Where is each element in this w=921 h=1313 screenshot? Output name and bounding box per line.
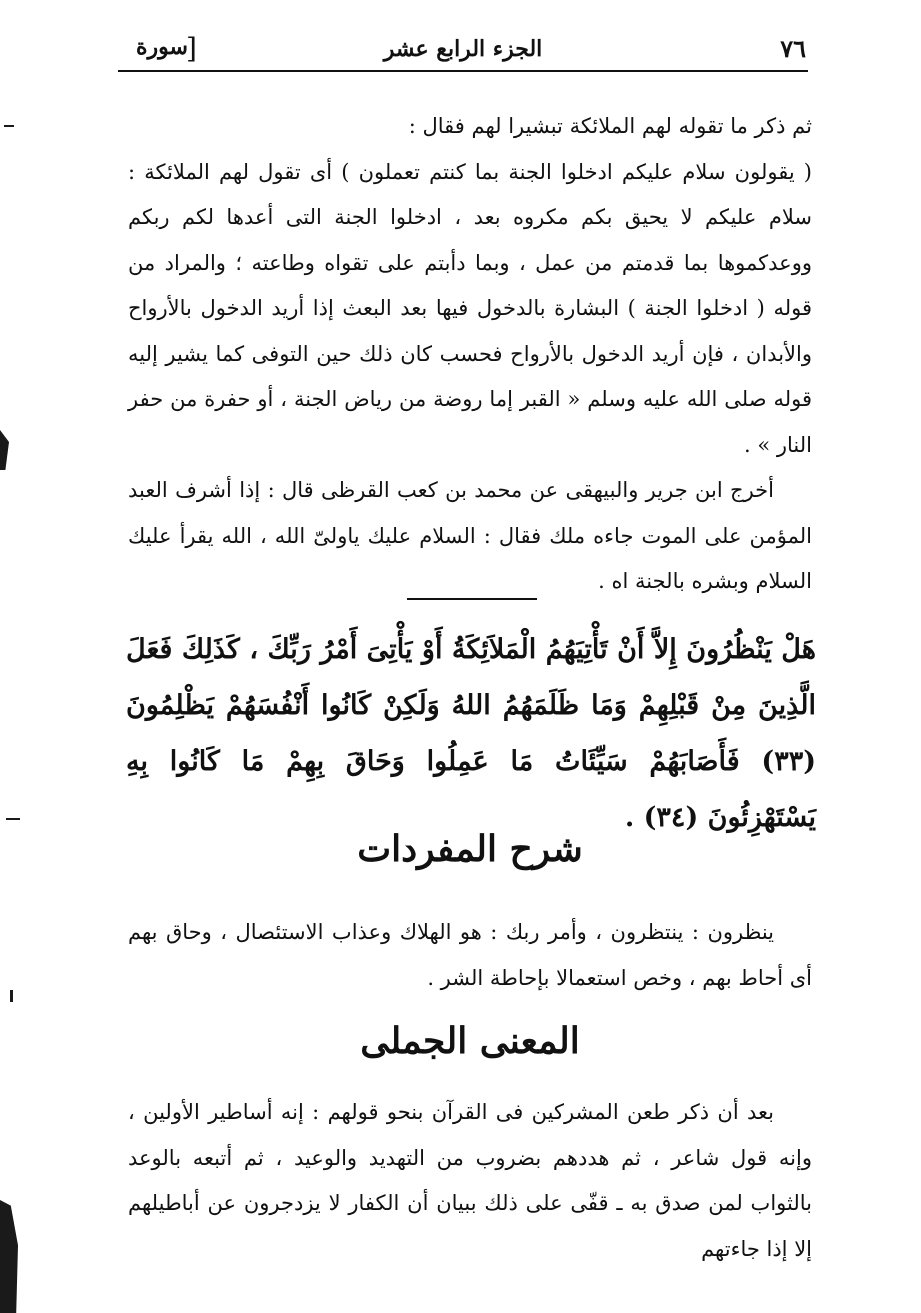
scan-edge-mark [0, 430, 9, 470]
vocab-paragraph: ينظرون : ينتظرون ، وأمر ربك : هو الهلاك وعذاب الاستئصال ، وحاق بهم أى أحاط بهم ، وخص استعمالا بإحاطة الشر . [128, 920, 812, 990]
header-bracket: [ [186, 32, 197, 65]
page-header [118, 28, 808, 72]
paragraph-explanation: ( يقولون سلام عليكم ادخلوا الجنة بما كنتم تعملون ) أى تقول لهم الملائكة : سلام عليكم لا يحيق بكم مكروه بعد ، ادخلوا الجنة التى أعدها لكم ربكم ووعدكموها بما قدمتم من عمل ، وبما دأبتم على تقواه وطاعته ؛ والمراد من قوله ( ادخلوا الجنة ) البشارة بالدخول فيها بعد البعث إذا أريد الدخول بالأرواح والأبدان ، فإن أريد الدخول بالأرواح فحسب كان ذلك حين التوفى كما يشير إليه قوله صلى الله عليه وسلم « القبر إما روضة من رياض الجنة ، أو حفرة من حفر النار » . [128, 159, 812, 457]
scan-edge-mark [4, 125, 14, 127]
paragraph-hadith: أخرج ابن جرير والبيهقى عن محمد بن كعب القرظى قال : إذا أشرف العبد المؤمن على الموت جاءه ملك فقال : السلام عليك ياولىّ الله ، الله يقرأ عليك السلام وبشره بالجنة اه . [128, 478, 812, 593]
vocab-heading: شرح المفردات [357, 828, 583, 870]
scan-edge-mark [0, 1200, 18, 1313]
section-separator [407, 598, 537, 600]
commentary-block [128, 104, 812, 605]
page-number: ٧٦ [780, 34, 806, 63]
quran-verses: هَلْ يَنْظُرُونَ إِلاَّ أَنْ تَأْتِيَهُمُ الْمَلاَئِكَةُ أَوْ يَأْتِىَ أَمْرُ رَبِّكَ ، كَذَلِكَ فَعَلَ الَّذِينَ مِنْ قَبْلِهِمْ وَمَا ظَلَمَهُمُ اللهُ وَلَكِنْ كَانُوا أَنْفُسَهُمْ يَظْلِمُونَ (٣٣) فَأَصَابَهُمْ سَيِّئَاتُ مَا عَمِلُوا وَحَاقَ بِهِمْ مَا كَانُوا بِهِ يَسْتَهْزِئُونَ (٣٤) . [126, 634, 816, 833]
general-meaning-paragraph: بعد أن ذكر طعن المشركين فى القرآن بنحو قولهم : إنه أساطير الأولين ، وإنه قول شاعر ، ثم هددهم بضروب من التهديد والوعيد ، ثم أتبعه بالوعد بالثواب لمن صدق به ـ قفّى على ذلك ببيان أن الكفار لا يزدجرون عن أباطيلهم إلا إذا جاءتهم [128, 1100, 812, 1261]
juz-title: الجزء الرابع عشر [383, 36, 543, 62]
general-meaning-text [128, 1090, 812, 1272]
header-rule [118, 70, 808, 72]
scan-edge-mark [10, 990, 13, 1002]
scan-edge-mark [6, 818, 20, 820]
vocab-text [128, 910, 812, 1001]
paragraph-intro: ثم ذكر ما تقوله لهم الملائكة تبشيرا لهم فقال : [408, 114, 812, 138]
surah-label: سورة [136, 34, 188, 60]
general-meaning-heading: المعنى الجملى [360, 1020, 580, 1062]
